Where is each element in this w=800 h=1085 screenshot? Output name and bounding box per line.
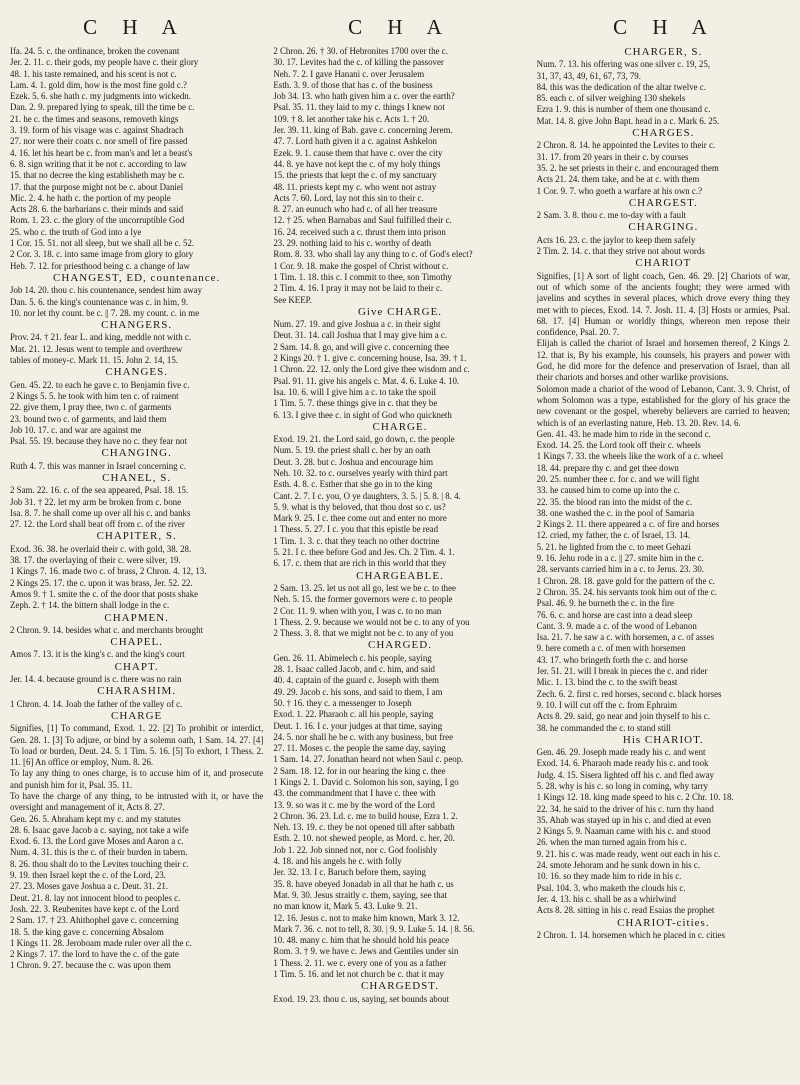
entry-line: 6. 8. sign writing that it be not c. according to law bbox=[10, 158, 187, 169]
entry-line: Psal. 104. 3. who maketh the clouds his c. bbox=[536, 882, 686, 893]
entry-line: Esth. 4. 8. c. Esther that she go in to the king bbox=[273, 479, 433, 490]
entry-line: 48. 1. his taste remained, and his scent is not c. bbox=[10, 68, 177, 79]
entry-line: Esth. 3. 9. of those that has c. of the business bbox=[273, 79, 433, 90]
entry-line: 27. 11. Moses c. the people the same day, saying bbox=[273, 743, 446, 754]
entry-line: Esth. 2. 10. not shewed people, as Mord. c. her, 20. bbox=[273, 833, 455, 844]
entry-line: 44. 8. ye have not kept the c. of my holy things bbox=[273, 158, 441, 169]
entry-line: 5. 9. what is thy beloved, that thou dost so c. us? bbox=[273, 501, 446, 512]
header-center: C H A bbox=[348, 15, 452, 39]
entry-heading bbox=[10, 448, 263, 459]
entry-line: Job 31. † 22. let my arm be broken from c. bone bbox=[10, 496, 182, 507]
entry-line: 9. here cometh a c. of men with horsemen bbox=[536, 643, 686, 654]
entry-line: 2 Kings 20. † 1. give c. concerning house, Isa. 39. † 1. bbox=[273, 353, 467, 364]
entry-line: 18. 5. the king gave c. concerning Absalom bbox=[10, 926, 164, 937]
entry-line: 1 Kings 7. 33. the wheels like the work of a c. wheel bbox=[536, 451, 724, 462]
entry-heading bbox=[10, 320, 263, 331]
heading-text: CHANGING. bbox=[101, 447, 172, 460]
entry-line: 85. each c. of silver weighing 130 shekels bbox=[536, 93, 686, 104]
entry-line: Num. 27. 19. and give Joshua a c. in their sight bbox=[273, 319, 441, 330]
entry-line: 2 Thess. 3. 8. that we might not be c. to any of you bbox=[273, 628, 454, 639]
entry-line: 1 Kings 2. 1. David c. Solomon his son, saying, I go bbox=[273, 777, 459, 787]
text-columns bbox=[10, 46, 790, 1081]
entry-line: Deut. 31. 14. call Joshua that I may give him a c. bbox=[273, 330, 448, 341]
entry-line: 1 Chron. 4. 14. Joab the father of the valley of c. bbox=[10, 698, 183, 709]
entry-line: Solomon made a chariot of the wood of Lebanon, Cant. 3. 9. Christ, of whom Solomon was a type, established for the glory of his grace the new covenant or the gospel, whereby believers are carried to heaven; which is of an everlasting nature, Heb. 13. 20. Rev. 14. 6. bbox=[536, 383, 790, 428]
entry-heading bbox=[537, 47, 790, 58]
entry-line: 17. that the purpose might not be c. about Daniel bbox=[10, 181, 184, 192]
entry-line: 33. he caused him to come up into the c. bbox=[536, 485, 680, 496]
entry-line: Deut. 1. 16. I c. your judges at that time, saying bbox=[273, 720, 443, 731]
entry-line: Mat. 14. 8. give John Bapt. head in a c. Mark 6. 25. bbox=[536, 115, 720, 126]
entry-line: 31, 37, 43, 49, 61, 67, 73, 79. bbox=[536, 70, 641, 81]
entry-line: Isa. 8. 7. he shall come up over all his c. and banks bbox=[10, 507, 191, 518]
entry-line: Jer. 2. 11. c. their gods, my people have c. their glory bbox=[10, 57, 199, 68]
entry-line: 2 Chron. 9. 14. besides what c. and merchants brought bbox=[10, 624, 203, 635]
entry-line: Rom. 3. † 9. we have c. Jews and Gentiles under sin bbox=[273, 946, 459, 957]
entry-line: Mic. 2. 4. he hath c. the portion of my people bbox=[10, 192, 171, 203]
entry-line: Jer. 51. 21. will I break in pieces the c. and rider bbox=[536, 666, 708, 677]
entry-heading bbox=[273, 571, 526, 582]
entry-line: Psal. 46. 9. he burneth the c. in the fire bbox=[536, 598, 674, 609]
heading-text: CHARIOT bbox=[635, 257, 692, 270]
entry-line: 21. he c. the times and seasons, removeth kings bbox=[10, 113, 179, 124]
entry-line: 6. 17. c. them that are rich in this world that they bbox=[273, 558, 447, 569]
entry-line: Exod. 1. 22. Pharaoh c. all his people, saying bbox=[273, 709, 434, 720]
entry-line: Gen. 41. 43. he made him to ride in the second c. bbox=[536, 428, 711, 439]
heading-text: CHARGEST. bbox=[628, 196, 698, 209]
entry-line: 49. 29. Jacob c. his sons, and said to them, I am bbox=[273, 686, 443, 697]
entry-line: 48. 11. priests kept my c. who went not astray bbox=[273, 181, 437, 192]
entry-line: 26. when the man turned again from his c. bbox=[536, 837, 687, 848]
entry-heading bbox=[273, 422, 526, 433]
heading-text: CHARGES. bbox=[632, 127, 695, 140]
entry-line: Acts 8. 29. said, go near and join thyself to his c. bbox=[536, 711, 710, 722]
entry-line: Ifa. 24. 5. c. the ordinance, broken the covenant bbox=[10, 46, 180, 56]
entry-line: 43. 17. who bringeth forth the c. and horse bbox=[536, 654, 688, 665]
entry-line: Num. 4. 31. this is the c. of their burden in tabern. bbox=[10, 847, 188, 858]
entry-line: Num. 5. 19. the priest shall c. her by an oath bbox=[273, 445, 431, 456]
entry-line: 35. Ahab was stayed up in his c. and died at even bbox=[536, 814, 711, 825]
entry-line: Acts 7. 60. Lord, lay not this sin to their c. bbox=[273, 192, 424, 203]
column-left bbox=[10, 46, 263, 1081]
heading-text: Give CHARGE. bbox=[357, 305, 443, 318]
entry-line: 1 Sam. 14. 27. Jonathan heard not when Saul c. peop. bbox=[273, 754, 464, 765]
entry-line: 22. give them, I pray thee, two c. of garments bbox=[10, 402, 172, 413]
entry-line: 2 Tim. 2. 14. c. that they strive not about words bbox=[536, 246, 705, 257]
entry-heading bbox=[10, 686, 263, 697]
entry-line: 35. 8. have obeyed Jonadab in all that he hath c. us bbox=[273, 878, 454, 889]
entry-line: Josh. 22. 3. Reubenites have kept c. of the Lord bbox=[10, 903, 179, 914]
entry-line: To have the charge of any thing, to be intrusted with it, or have the oversight and management of it, Acts 8. 27. bbox=[10, 791, 264, 813]
entry-line: Cant. 2. 7. I c. you, O ye daughters, 3. 5. | 5. 8. | 8. 4. bbox=[273, 490, 461, 501]
entry-line: Gen. 45. 22. to each he gave c. to Benjamin five c. bbox=[10, 379, 190, 390]
entry-line: Elijah is called the chariot of Israel and horsemen thereof, 2 Kings 2. 12. that is, By his example, his counsels, his prayers and power with God, he did more for the defence and preservation of Israel, than all their chariots and horses and other warlike provisions. bbox=[536, 338, 790, 383]
entry-line: 23. 29. nothing laid to his c. worthy of death bbox=[273, 238, 432, 249]
heading-text: CHARGED. bbox=[368, 639, 432, 652]
heading-text: CHARGEABLE. bbox=[356, 569, 444, 582]
entry-line: 22. 35. the blood ran into the midst of the c. bbox=[536, 496, 693, 507]
entry-line: 1 Chron. 28. 18. gave gold for the pattern of the c. bbox=[536, 575, 715, 586]
entry-line: Psal. 91. 11. give his angels c. Mat. 4. 6. Luke 4. 10. bbox=[273, 375, 460, 386]
entry-line: 2 Chron. 26. † 30. of Hebronites 1700 over the c. bbox=[273, 46, 448, 56]
entry-heading bbox=[273, 307, 526, 318]
entry-heading bbox=[537, 128, 790, 139]
entry-line: 1 Tim. 1. 18. this c. I commit to thee, son Timothy bbox=[273, 271, 452, 282]
entry-line: 24. 5. nor shall he be c. with any business, but free bbox=[273, 731, 454, 742]
entry-line: Isa. 10. 6. will I give him a c. to take the spoil bbox=[273, 386, 437, 397]
entry-line: 2 Tim. 4. 16. I pray it may not be laid to their c. bbox=[273, 283, 443, 294]
entry-heading bbox=[10, 711, 263, 722]
entry-line: Rom. 1. 23. c. the glory of the uncorruptible God bbox=[10, 215, 185, 226]
entry-line: 2 Kings 5. 5. he took with him ten c. of raiment bbox=[10, 390, 179, 401]
entry-line: 25. who c. the truth of God into a lye bbox=[10, 226, 142, 237]
heading-text: CHANGES. bbox=[105, 366, 169, 379]
entry-line: Mat. 9. 30. Jesus straitly c. them, saying, see that bbox=[273, 889, 448, 900]
entry-line: 6. 13. I give thee c. in sight of God who quickneth bbox=[273, 409, 452, 420]
entry-heading bbox=[10, 662, 263, 673]
entry-line: Signifies, [1] To command, Exod. 1. 22. [2] To prohibit or interdict, Gen. 28. 1. [3] To adjure, or bind by a solemn oath, 1 Sam. 14. 27. [4] To load or burden, Deut. 24. 5. 1 Tim. 5. 16. [5] To exhort, 1 Thess. 2. 11. [6] An office or employ, Num. 8. 26. bbox=[10, 723, 264, 768]
entry-line: 4. 18. and his angels he c. with folly bbox=[273, 856, 402, 867]
entry-line: 2 Chron. 36. 23. Ld. c. me to build house, Ezra 1. 2. bbox=[273, 810, 458, 821]
entry-line: 2 Chron. 8. 14. he appointed the Levites to their c. bbox=[536, 140, 716, 151]
entry-line: 1 Cor. 9. 7. who goeth a warfare at his own c.? bbox=[536, 185, 703, 196]
entry-heading bbox=[537, 735, 790, 746]
entry-line: Heb. 7. 12. for priesthood being c. a change of law bbox=[10, 260, 190, 271]
entry-heading bbox=[537, 198, 790, 209]
entry-line: tables of money-c. Mark 11. 15. John 2. 14, 15. bbox=[10, 355, 179, 366]
entry-heading bbox=[10, 531, 263, 542]
entry-heading bbox=[537, 258, 790, 269]
entry-line: 5. 21. I c. thee before God and Jes. Ch. 2 Tim. 4. 1. bbox=[273, 547, 455, 558]
entry-line: Deut. 21. 8. lay not innocent blood to peoples c. bbox=[10, 892, 181, 903]
entry-line: 10. nor let thy count. be c. || 7. 28. my count. c. in me bbox=[10, 307, 200, 318]
entry-line: 31. 17. from 20 years in their c. by courses bbox=[536, 151, 689, 162]
entry-line: no man know it, Mark 5. 43. Luke 9. 21. bbox=[273, 901, 418, 912]
entry-line: 2 Kings 2. 11. there appeared a c. of fire and horses bbox=[536, 519, 720, 530]
entry-line: Neh. 5. 15. the former governors were c. to people bbox=[273, 594, 453, 605]
heading-text: CHAPITER, S. bbox=[96, 530, 177, 543]
entry-line: Jer. 14. 4. because ground is c. there was no rain bbox=[10, 674, 182, 685]
entry-line: 4. 16. let his heart be c. from man's and let a beast's bbox=[10, 147, 193, 158]
entry-line: 2 Cor. 3. 18. c. into same image from glory to glory bbox=[10, 249, 194, 260]
entry-heading bbox=[10, 473, 263, 484]
entry-line: 2 Sam. 13. 25. let us not all go, lest we be c. to thee bbox=[273, 582, 456, 593]
entry-line: To lay any thing to ones charge, is to accuse him of it, and prosecute and punish him for it, Psal. 35. 11. bbox=[10, 768, 264, 790]
entry-line: 38. one washed the c. in the pool of Samaria bbox=[536, 507, 695, 518]
entry-line: Acts 28. 6. the barbarians c. their minds and said bbox=[10, 204, 184, 215]
entry-line: 1 Kings 12. 18. king made speed to his c. 2 Chr. 10. 18. bbox=[536, 792, 734, 803]
heading-text: CHANGEST, ED, countenance. bbox=[53, 271, 221, 284]
entry-line: Gen. 26. 5. Abraham kept my c. and my statutes bbox=[10, 813, 181, 824]
entry-line: 12. cried, my father, the c. of Israel, 13. 14. bbox=[536, 530, 691, 541]
entry-line: 1 Kings 11. 28. Jeroboam made ruler over all the c. bbox=[10, 937, 192, 948]
entry-line: 8. 26. thou shalt do to the Levites touching their c. bbox=[10, 858, 189, 869]
entry-line: 30. 17. Levites had the c. of killing the passover bbox=[273, 57, 444, 68]
entry-line: Ruth 4. 7. this was manner in Israel concerning c. bbox=[10, 460, 186, 471]
entry-line: 1 Tim. 5. 7. these things give in c. that they be bbox=[273, 398, 438, 409]
column-middle bbox=[273, 46, 526, 1081]
entry-line: Zech. 6. 2. first c. red horses, second c. black horses bbox=[536, 688, 722, 699]
entry-line: 40. 4. captain of the guard c. Joseph with them bbox=[273, 675, 439, 686]
entry-line: 9. 10. I will cut off the c. from Ephraim bbox=[536, 699, 677, 710]
entry-line: Rom. 8. 33. who shall lay any thing to c. of God's elect? bbox=[273, 249, 473, 260]
entry-line: 12. 16. Jesus c. not to make him known, Mark 3. 12. bbox=[273, 912, 460, 923]
entry-line: 8. 27. an eunuch who had c. of all her treasure bbox=[273, 204, 438, 215]
heading-text: CHARIOT-cities. bbox=[617, 916, 710, 929]
entry-line: 20. 25. number thee c. for c. and we will fight bbox=[536, 473, 700, 484]
entry-line: Jer. 4. 13. his c. shall be as a whirlwind bbox=[536, 893, 676, 904]
entry-line: Psal. 55. 19. because they have no c. they fear not bbox=[10, 436, 187, 447]
entry-heading bbox=[10, 613, 263, 624]
entry-line: 27. nor were their coats c. nor smell of fire passed bbox=[10, 136, 188, 147]
entry-line: Gen. 26. 11. Abimelech c. his people, saying bbox=[273, 652, 432, 663]
entry-line: Isa. 21. 7. he saw a c. with horsemen, a c. of asses bbox=[536, 632, 715, 643]
entry-line: 2 Kings 7. 17. the lord to have the c. of the gate bbox=[10, 949, 179, 960]
entry-heading bbox=[10, 367, 263, 378]
entry-line: Neh. 7. 2. I gave Hanani c. over Jerusalem bbox=[273, 68, 425, 79]
entry-line: 2 Sam. 22. 16. c. of the sea appeared, Psal. 18. 15. bbox=[10, 485, 189, 496]
entry-line: Neh. 13. 19. c. they be not opened till after sabbath bbox=[273, 822, 455, 833]
entry-line: Exod. 14. 6. Pharaoh made ready his c. and took bbox=[536, 758, 709, 769]
entry-line: 15. the priests that kept the c. of my sanctuary bbox=[273, 170, 437, 181]
entry-line: Acts 16. 23. c. the jaylor to keep them safely bbox=[536, 234, 696, 245]
entry-line: 10. 16. so they made him to ride in his c. bbox=[536, 871, 682, 882]
entry-line: 22. 34. he said to the driver of his c. turn thy hand bbox=[536, 803, 714, 814]
running-headers bbox=[10, 6, 790, 40]
entry-line: 1 Cor. 9. 18. make the gospel of Christ without c. bbox=[273, 260, 449, 271]
entry-line: Amos 7. 13. it is the king's c. and the king's court bbox=[10, 649, 185, 660]
entry-line: 47. 7. Lord hath given it a c. against Ashkelon bbox=[273, 136, 437, 147]
entry-line: 2 Cor. 11. 9. when with you, I was c. to no man bbox=[273, 605, 442, 616]
entry-line: Mark 9. 25. I c. thee come out and enter no more bbox=[273, 513, 447, 524]
heading-text: CHANEL, S. bbox=[102, 471, 172, 484]
entry-line: Job 1. 22. Job sinned not, nor c. God foolishly bbox=[273, 844, 438, 855]
entry-line: 9. 16. Jehu rode in a c. || 27. smite him in the c. bbox=[536, 553, 704, 564]
entry-line: Amos 9. † 1. smite the c. of the door that posts shake bbox=[10, 588, 199, 599]
entry-line: 13. 9. so was it c. me by the word of the Lord bbox=[273, 799, 435, 810]
entry-heading bbox=[537, 918, 790, 929]
entry-line: Jer. 39. 11. king of Bab. gave c. concerning Jerem. bbox=[273, 125, 453, 136]
entry-line: 50. † 16. they c. a messenger to Joseph bbox=[273, 697, 412, 708]
entry-line: 2 Sam. 17. † 23. Ahithophel gave c. concerning bbox=[10, 915, 179, 926]
entry-line: 12. † 25. when Barnabas and Saul fulfilled their c. bbox=[273, 215, 452, 226]
entry-line: Exod. 36. 38. he overlaid their c. with gold, 38. 28. bbox=[10, 543, 192, 554]
entry-line: Psal. 35. 11. they laid to my c. things I knew not bbox=[273, 102, 445, 113]
entry-line: Ezek. 5. 6. she hath c. my judgments into wickedn. bbox=[10, 91, 191, 102]
entry-line: 16. 24. received such a c. thrust them into prison bbox=[273, 226, 446, 237]
entry-line: Jer. 32. 13. I c. Baruch before them, saying bbox=[273, 867, 426, 878]
entry-line: 84. this was the dedication of the altar twelve c. bbox=[536, 81, 706, 92]
heading-text: CHANGERS. bbox=[101, 319, 173, 332]
entry-line: Lam. 4. 1. gold dim, how is the most fine gold c.? bbox=[10, 79, 187, 90]
entry-line: Dan. 5. 6. the king's countenance was c. in him, 9. bbox=[10, 296, 189, 307]
entry-line: Num. 7. 13. his offering was one silver c. 19, 25, bbox=[536, 59, 711, 70]
entry-heading bbox=[273, 640, 526, 651]
entry-line: Neh. 10. 32. to c. ourselves yearly with third part bbox=[273, 467, 448, 478]
entry-line: Dan. 2. 9. prepared lying to speak, till the time be c. bbox=[10, 102, 195, 113]
entry-line: 2 Sam. 3. 8. thou c. me to-day with a fault bbox=[536, 210, 687, 221]
entry-line: Acts 21. 24. them take, and be at c. with them bbox=[536, 174, 700, 185]
entry-line: 1 Tim. 5. 16. and let not church be c. that it may bbox=[273, 969, 444, 980]
entry-line: 38. 17. the overlaying of their c. were silver, 19. bbox=[10, 555, 181, 566]
entry-line: Job 10. 17. c. and war are against me bbox=[10, 424, 142, 435]
entry-line: 28. 6. Isaac gave Jacob a c. saying, not take a wife bbox=[10, 824, 189, 835]
entry-line: Job 14. 20. thou c. his countenance, sendest him away bbox=[10, 285, 203, 296]
entry-line: 5. 21. he lighted from the c. to meet Gehazi bbox=[536, 541, 691, 552]
entry-line: Job 34. 13. who hath given him a c. over the earth? bbox=[273, 91, 455, 102]
entry-line: Zeph. 2. † 14. the bittern shall lodge in the c. bbox=[10, 600, 170, 611]
entry-line: 1 Thess. 2. 11. we c. every one of you as a father bbox=[273, 957, 447, 968]
entry-line: See KEEP. bbox=[273, 294, 312, 305]
entry-line: 28. 1. Isaac called Jacob, and c. him, and said bbox=[273, 664, 435, 675]
entry-line: 5. 28. why is his c. so long in coming, why tarry bbox=[536, 781, 708, 791]
entry-line: 2 Sam. 14. 8. go, and will give c. concerning thee bbox=[273, 341, 450, 352]
entry-line: 9. 21. his c. was made ready, went out each in his c. bbox=[536, 848, 721, 859]
header-left: C H A bbox=[83, 15, 187, 39]
column-right bbox=[537, 46, 790, 1081]
entry-line: Mark 7. 36. c. not to tell, 8. 30. | 9. 9. Luke 5. 14. | 8. 56. bbox=[273, 923, 475, 934]
entry-line: Mat. 21. 12. Jesus went to temple and overthrew bbox=[10, 343, 183, 354]
entry-line: 2 Chron. 1. 14. horsemen which he placed in c. cities bbox=[536, 929, 725, 940]
entry-line: 43. the commandment that I have c. thee with bbox=[273, 788, 436, 799]
heading-text: CHARGE. bbox=[372, 420, 428, 433]
heading-text: CHARGEDST. bbox=[361, 980, 439, 993]
entry-line: 9. 19. then Israel kept the c. of the Lord, 23. bbox=[10, 870, 167, 881]
entry-line: 76. 6. c. and horse are cast into a dead sleep bbox=[536, 609, 693, 620]
entry-heading bbox=[10, 637, 263, 648]
heading-text: CHARASHIM. bbox=[97, 685, 177, 698]
entry-line: Deut. 3. 28. but c. Joshua and encourage him bbox=[273, 456, 434, 467]
heading-text: CHARGE bbox=[111, 709, 163, 722]
entry-heading bbox=[537, 222, 790, 233]
entry-line: 1 Chron. 9. 27. because the c. was upon them bbox=[10, 960, 171, 971]
entry-line: Exod. 19. 21. the Lord said, go down, c. the people bbox=[273, 434, 455, 445]
entry-line: 35. 2. he set priests in their c. and encouraged them bbox=[536, 162, 719, 173]
entry-line: 1 Cor. 15. 51. not all sleep, but we shall all be c. 52. bbox=[10, 238, 195, 249]
entry-line: 23. bound two c. of garments, and laid them bbox=[10, 413, 167, 424]
entry-line: 28. servants carried him in a c. to Jerus. 23. 30. bbox=[536, 564, 705, 575]
entry-line: 38. he commanded the c. to stand still bbox=[536, 722, 671, 733]
entry-line: 2 Kings 25. 17. the c. upon it was brass, Jer. 52. 22. bbox=[10, 577, 193, 588]
entry-line: 2 Chron. 35. 24. his servants took him out of the c. bbox=[536, 586, 717, 597]
heading-text: CHARGER, S. bbox=[624, 46, 703, 58]
heading-text: CHAPEL. bbox=[110, 636, 163, 649]
entry-line: 1 Kings 7. 16. made two c. of brass, 2 Chron. 4. 12, 13. bbox=[10, 566, 207, 577]
entry-line: Ezra 1. 9. this is number of them one thousand c. bbox=[536, 104, 711, 115]
entry-line: Judg. 4. 15. Sisera lighted off his c. and fled away bbox=[536, 769, 714, 780]
entry-line: Mic. 1. 13. bind the c. to the swift beast bbox=[536, 677, 678, 688]
entry-line: Exod. 19. 23. thou c. us, saying, set bounds about bbox=[273, 993, 450, 1004]
entry-line: 2 Sam. 18. 12. for in our hearing the king c. thee bbox=[273, 765, 446, 776]
entry-line: Exod. 14. 25. the Lord took off their c. wheels bbox=[536, 440, 701, 451]
entry-line: 3. 19. form of his visage was c. against Shadrach bbox=[10, 125, 184, 136]
entry-line: Cant. 3. 9. made a c. of the wood of Lebanon bbox=[536, 620, 697, 631]
heading-text: CHAPMEN. bbox=[104, 611, 169, 624]
entry-line: 1 Thess. 5. 27. I c. you that this epistle be read bbox=[273, 524, 439, 535]
entry-line: Exod. 6. 13. the Lord gave Moses and Aaron a c. bbox=[10, 836, 184, 847]
entry-line: 109. † 8. let another take his c. Acts 1. † 20. bbox=[273, 113, 430, 124]
entry-line: 1 Thess. 2. 9. because we would not be c. to any of you bbox=[273, 616, 470, 627]
entry-heading bbox=[10, 273, 263, 284]
entry-line: Ezek. 9. 1. cause them that have c. over the city bbox=[273, 147, 443, 158]
entry-line: Gen. 46. 29. Joseph made ready his c. and went bbox=[536, 747, 706, 758]
header-right: C H A bbox=[613, 15, 717, 39]
entry-line: 1 Chron. 22. 12. only the Lord give thee wisdom and c. bbox=[273, 364, 470, 375]
heading-text: CHAPT. bbox=[114, 660, 159, 673]
heading-text: His CHARIOT. bbox=[622, 733, 704, 746]
entry-heading bbox=[273, 981, 526, 992]
entry-line: 27. 12. the Lord shall beat off from c. of the river bbox=[10, 519, 185, 530]
entry-line: Prov. 24. † 21. fear L. and king, meddle not with c. bbox=[10, 332, 192, 343]
entry-line: 2 Kings 5. 9. Naaman came with his c. and stood bbox=[536, 826, 711, 837]
entry-line: 10. 48. many c. him that he should hold his peace bbox=[273, 935, 450, 946]
entry-line: 24. smote Jehoram and he sunk down in his c. bbox=[536, 860, 701, 871]
entry-line: 27. 23. Moses gave Joshua a c. Deut. 31. 21. bbox=[10, 881, 168, 892]
entry-line: 18. 44. prepare thy c. and get thee down bbox=[536, 462, 679, 473]
entry-line: Acts 8. 28. sitting in his c. read Esaias the prophet bbox=[536, 905, 715, 916]
heading-text: CHARGING. bbox=[628, 221, 699, 234]
entry-line: Signifies, [1] A sort of light coach, Gen. 46. 29. [2] Chariots of war, out of which some of the ancients fought; they were armed with javelins and scythes in several places, which drove every thing they met with to pieces, Exod. 14. 7. Josh. 11. 4. [3] Hosts or armies, Psal. 68. 17. [4] Human or worldly things, whereon men repose their confidence, Psal. 20. 7. bbox=[536, 270, 790, 338]
entry-line: 1 Tim. 1. 3. c. that they teach no other doctrine bbox=[273, 535, 440, 546]
entry-line: 15. that no decree the king establisheth may be c. bbox=[10, 170, 185, 181]
